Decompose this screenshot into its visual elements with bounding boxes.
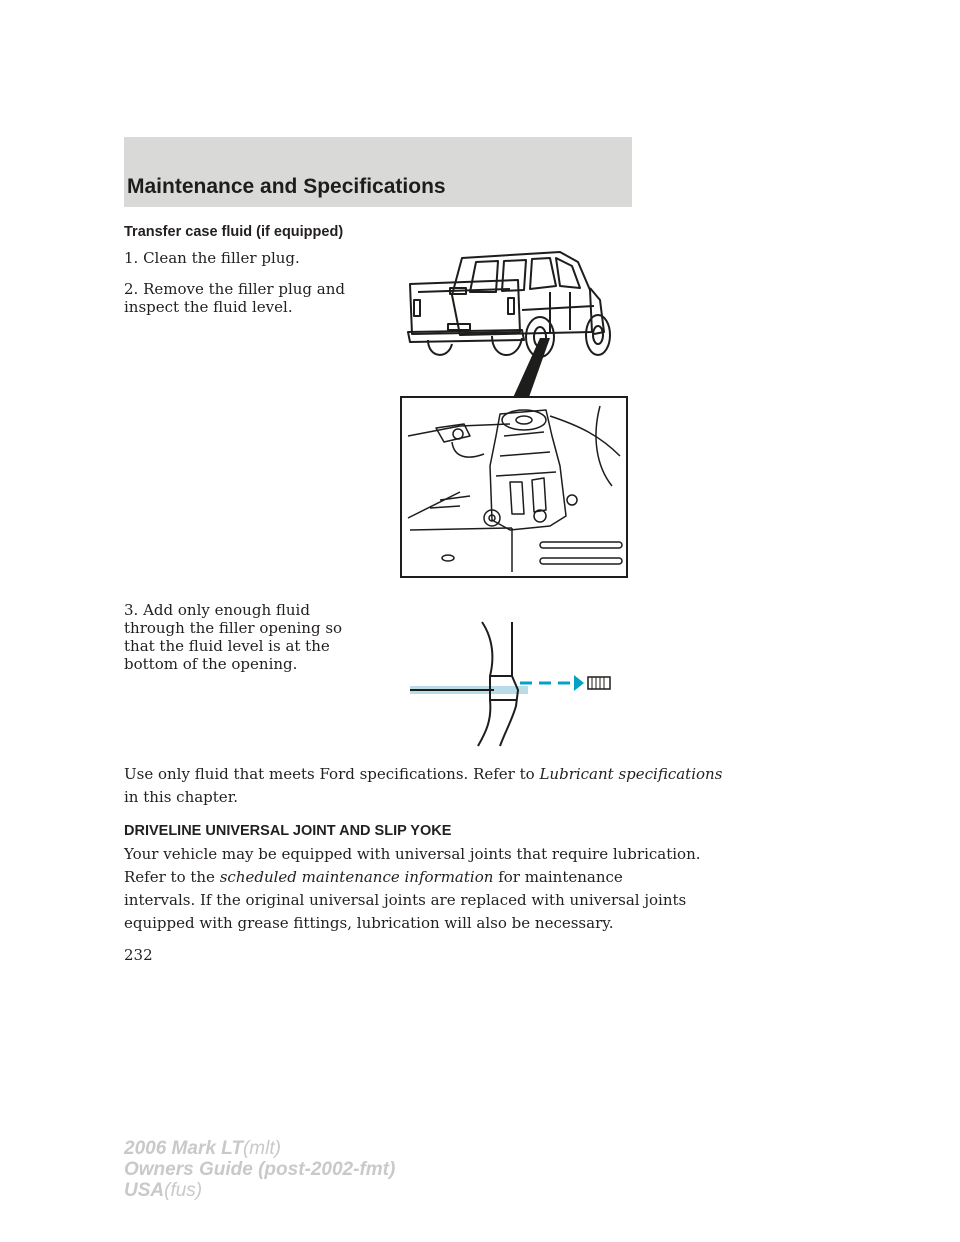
section-heading: Transfer case fluid (if equipped) xyxy=(124,224,344,240)
driveline-line-2-end: for maintenance xyxy=(498,868,623,886)
driveline-line-1: Your vehicle may be equipped with universal joints that require lubrication. xyxy=(124,845,701,863)
step-3: 3. Add only enough fluid through the filler opening so that the fluid level is at the bottom of the opening. xyxy=(124,601,343,673)
fluid-note-text: Use only fluid that meets Ford specifications. Refer to xyxy=(124,765,535,783)
page-title: Maintenance and Specifications xyxy=(127,175,446,198)
footer-model: 2006 Mark LT xyxy=(124,1138,243,1159)
fluid-note xyxy=(124,763,723,809)
footer-market: USA xyxy=(124,1180,165,1201)
step-2: 2. Remove the filler plug and inspect the fluid level. xyxy=(124,280,346,316)
footer-market-code: (fus) xyxy=(164,1180,203,1201)
step-1: 1. Clean the filler plug. xyxy=(124,249,300,267)
driveline-paragraph xyxy=(124,843,701,935)
scheduled-maintenance-reference: scheduled maintenance information xyxy=(219,868,494,886)
footer-line-2 xyxy=(124,1160,395,1180)
driveline-line-4: equipped with grease fittings, lubrication will also be necessary. xyxy=(124,914,614,932)
driveline-heading: DRIVELINE UNIVERSAL JOINT AND SLIP YOKE xyxy=(124,823,452,839)
footer-model-code: (mlt) xyxy=(242,1138,281,1159)
truck-rear-illustration xyxy=(400,240,630,400)
filler-plug-icon xyxy=(588,677,610,689)
fluid-note-tail: in this chapter. xyxy=(124,788,238,806)
fluid-level-illustration xyxy=(408,620,618,748)
footer-guide: Owners Guide (post-2002-fmt) xyxy=(124,1159,396,1180)
footer-line-1 xyxy=(124,1139,281,1159)
driveline-line-3: intervals. If the original universal joints are replaced with universal joints xyxy=(124,891,687,909)
lubricant-specifications-reference: Lubricant specifications xyxy=(539,765,723,783)
footer-line-3 xyxy=(124,1181,202,1201)
transfer-case-illustration xyxy=(400,396,628,578)
driveline-line-2-start: Refer to the xyxy=(124,868,215,886)
page-number: 232 xyxy=(124,946,153,964)
